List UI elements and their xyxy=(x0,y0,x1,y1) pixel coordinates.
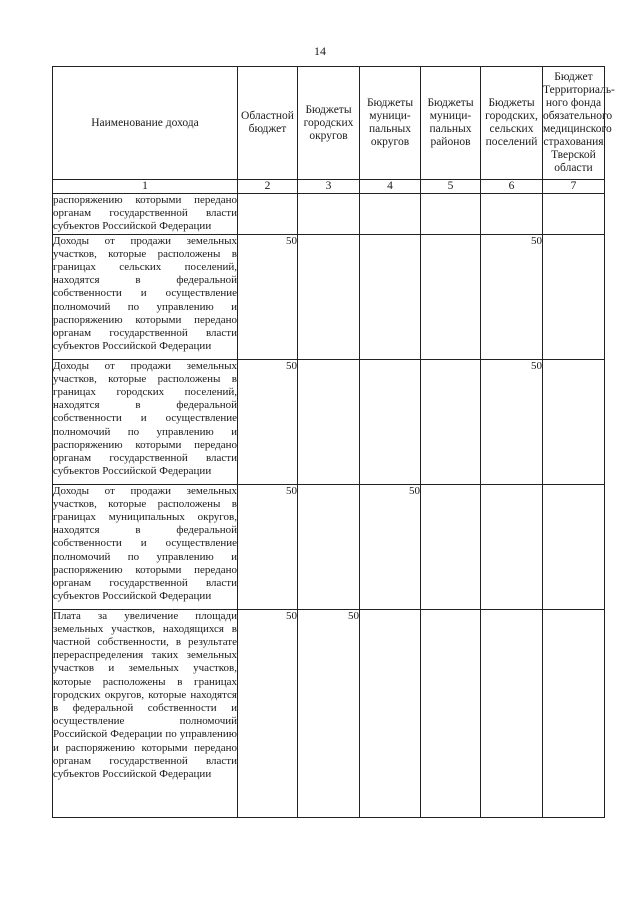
value-cell: 50 xyxy=(238,609,298,817)
value-cell: 50 xyxy=(238,234,298,359)
header-medical-insurance-fund: Бюджет Территориаль-ного фонда обязательного медицинского страхования Тверской области xyxy=(543,67,605,180)
table-row xyxy=(53,194,605,235)
header-revenue-name: Наименование дохода xyxy=(53,67,238,180)
value-cell xyxy=(421,359,481,484)
column-number: 7 xyxy=(543,180,605,194)
table-row xyxy=(53,484,605,609)
column-number: 1 xyxy=(53,180,238,194)
header-settlements: Бюджеты городских, сельских поселений xyxy=(481,67,543,180)
header-regional-budget: Областной бюджет xyxy=(238,67,298,180)
value-cell: 50 xyxy=(481,234,543,359)
value-cell: 50 xyxy=(481,359,543,484)
header-city-districts: Бюджеты городских округов xyxy=(298,67,360,180)
value-cell: 50 xyxy=(238,359,298,484)
header-municipal-districts: Бюджеты муници-пальных районов xyxy=(421,67,481,180)
table-row xyxy=(53,359,605,484)
column-number: 6 xyxy=(481,180,543,194)
revenue-distribution-table xyxy=(52,66,615,818)
column-number: 5 xyxy=(421,180,481,194)
table-row xyxy=(53,234,605,359)
value-cell xyxy=(238,194,298,235)
column-number: 4 xyxy=(360,180,421,194)
value-cell xyxy=(421,234,481,359)
value-cell: 50 xyxy=(298,609,360,817)
value-cell xyxy=(360,194,421,235)
header-row xyxy=(53,67,605,180)
value-cell xyxy=(421,194,481,235)
value-cell xyxy=(298,359,360,484)
revenue-name-cell: распоряжению которыми передано органам государственной власти субъектов Российской Федерации xyxy=(53,194,237,233)
value-cell xyxy=(543,194,605,235)
revenue-name-cell: Плата за увеличение площади земельных участков, находящихся в частной собственности, в результате перераспределения таких земельных участков и земельных участков, которые расположены в границах городских округов, которые находятся в федеральной собственности и осуществление полномочий Российской Федерации по управлению и распоряжению которыми передано органам государственной власти субъектов Российской Федерации xyxy=(53,609,238,817)
value-cell xyxy=(481,484,543,609)
revenue-name-cell: Доходы от продажи земельных участков, которые расположены в границах городских поселений, находятся в федеральной собственности и осуществление полномочий по управлению и распоряжению которыми передано органам государственной власти субъектов Российской Федерации xyxy=(53,359,238,484)
value-cell: 50 xyxy=(360,484,421,609)
value-cell xyxy=(421,609,481,817)
column-number: 3 xyxy=(298,180,360,194)
column-number-row xyxy=(53,180,605,194)
value-cell xyxy=(543,609,605,817)
revenue-name-cell: Доходы от продажи земельных участков, которые расположены в границах сельских поселений, находятся в федеральной собственности и осуществление полномочий по управлению и распоряжению которыми передано органам государственной власти субъектов Российской Федерации xyxy=(53,234,238,359)
page-number: 14 xyxy=(314,44,326,58)
value-cell xyxy=(543,234,605,359)
value-cell xyxy=(481,609,543,817)
value-cell xyxy=(360,609,421,817)
header-municipal-okrugs: Бюджеты муници-пальных округов xyxy=(360,67,421,180)
value-cell xyxy=(298,234,360,359)
value-cell xyxy=(543,484,605,609)
value-cell xyxy=(543,359,605,484)
value-cell xyxy=(360,359,421,484)
value-cell xyxy=(298,194,360,235)
table-row xyxy=(53,609,605,817)
column-number: 2 xyxy=(238,180,298,194)
value-cell xyxy=(298,484,360,609)
value-cell xyxy=(481,194,543,235)
revenue-name-cell: Доходы от продажи земельных участков, которые расположены в границах муниципальных округов, находятся в федеральной собственности и осуществление полномочий по управлению и распоряжению которыми передано органам государственной власти субъектов Российской Федерации xyxy=(53,484,238,609)
value-cell xyxy=(421,484,481,609)
value-cell xyxy=(360,234,421,359)
value-cell: 50 xyxy=(238,484,298,609)
